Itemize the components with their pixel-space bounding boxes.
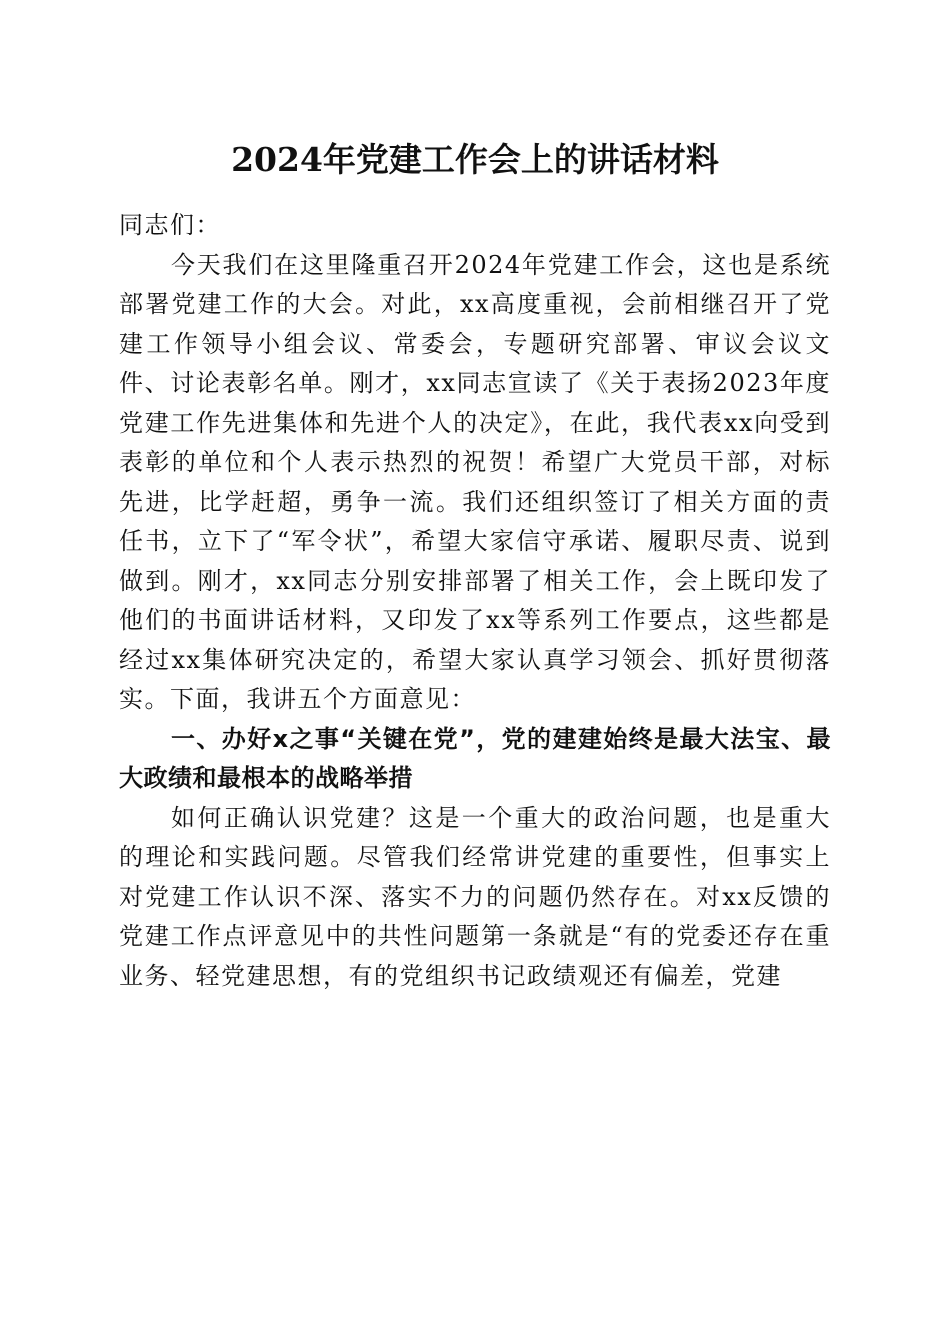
salutation: 同志们： xyxy=(119,211,221,239)
document-title: 2024年党建工作会上的讲话材料 xyxy=(231,140,719,179)
section-1-paragraph: 如何正确认识党建？这是一个重大的政治问题，也是重大的理论和实践问题。尽管我们经常讲党建的重要性，但事实上对党建工作认识不深、落实不力的问题仍然存在。对xx反馈的党建工作点评意见中的共性问题第一条就是“有的党委还存在重业务、轻党建思想，有的党组织书记政绩观还有偏差，党建 xyxy=(119,803,831,990)
document-body xyxy=(119,206,831,996)
opening-paragraph: 今天我们在这里隆重召开2024年党建工作会，这也是系统部署党建工作的大会。对此，xx高度重视，会前相继召开了党建工作领导小组会议、常委会，专题研究部署、审议会议文件、讨论表彰名单。刚才，xx同志宣读了《关于表扬2023年度党建工作先进集体和先进个人的决定》，在此，我代表xx向受到表彰的单位和个人表示热烈的祝贺！希望广大党员干部，对标先进，比学赶超，勇争一流。我们还组织签订了相关方面的责任书，立下了“军令状”，希望大家信守承诺、履职尽责、说到做到。刚才，xx同志分别安排部署了相关工作，会上既印发了他们的书面讲话材料，又印发了xx等系列工作要点，这些都是经过xx集体研究决定的，希望大家认真学习领会、抓好贯彻落实。下面，我讲五个方面意见： xyxy=(119,250,831,713)
section-heading-1: 一、办好x之事“关键在党”，党的建建始终是最大法宝、最大政绩和最根本的战略举措 xyxy=(119,724,831,792)
